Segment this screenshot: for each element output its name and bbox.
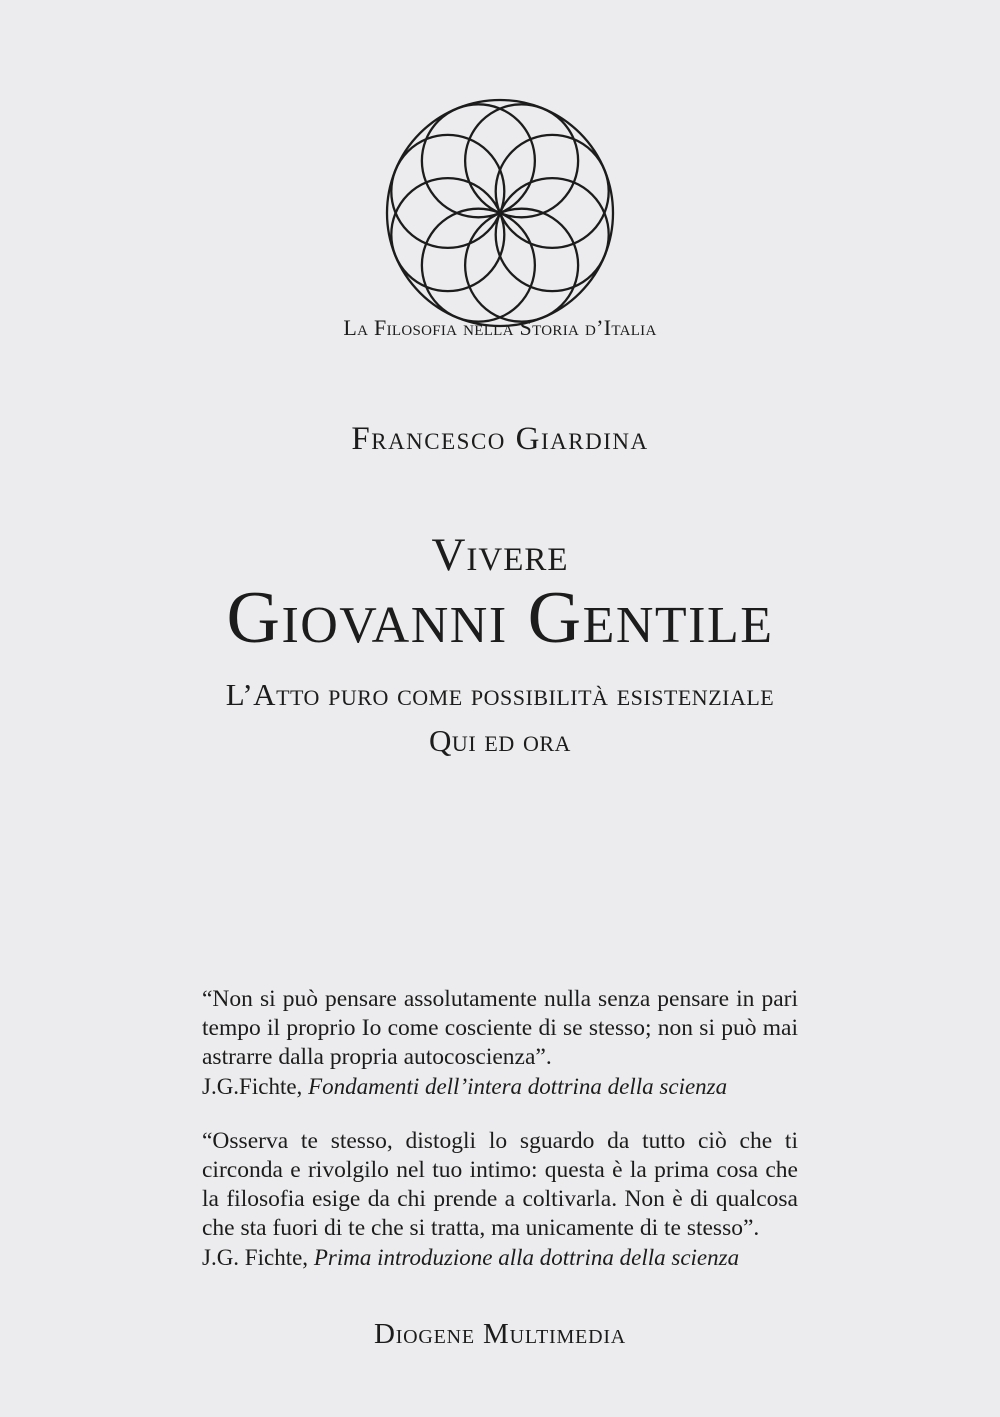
- title-prefix: Vivere: [431, 529, 569, 581]
- subtitle-second-line: Qui ed ora: [429, 723, 571, 758]
- quote-source-work: Prima introduzione alla dottrina della scienza: [313, 1245, 740, 1270]
- quote-author: J.G. Fichte,: [202, 1245, 309, 1270]
- quote-source-work: Fondamenti dell’intera dottrina della scienza: [308, 1074, 728, 1099]
- rosette-petal-circle: [496, 178, 609, 291]
- rosette-petal-circle: [422, 209, 535, 322]
- rosette-petal-circle: [391, 178, 504, 291]
- epigraph-quote-1: [202, 985, 798, 1101]
- rosette-petal-circle: [465, 104, 578, 217]
- publisher-name: Diogene Multimedia: [373, 1318, 627, 1350]
- epigraph-quote-2: [202, 1127, 798, 1272]
- flower-of-life-rosette-icon: [384, 97, 616, 329]
- quote-attribution: [202, 1243, 798, 1272]
- subtitle: L’Atto puro come possibilità esistenziale: [225, 677, 775, 712]
- quote-author: J.G.Fichte,: [202, 1074, 303, 1099]
- quote-text: “Non si può pensare assolutamente nulla senza pensare in pari tempo il proprio Io come cosciente di se stesso; non si può mai astrarre dalla propria autocoscienza”.: [202, 986, 798, 1070]
- rosette-petal-circle: [391, 135, 504, 248]
- book-title: Giovanni Gentile: [226, 577, 774, 659]
- quote-text: “Osserva te stesso, distogli lo sguardo da tutto ciò che ti circonda e rivolgilo nel tuo intimo: questa è la prima cosa che la filosofia esige da chi prende a coltivarla. Non è di qualcosa che sta fuori di te che si tratta, ma unicamente di te stesso”.: [202, 1128, 798, 1241]
- rosette-petal-circle: [422, 104, 535, 217]
- series-title: La Filosofia nella Storia d’Italia: [343, 315, 657, 340]
- rosette-petal-circle: [465, 209, 578, 322]
- quote-attribution: [202, 1072, 798, 1101]
- rosette-petal-circle: [496, 135, 609, 248]
- author-name: Francesco Giardina: [351, 421, 649, 457]
